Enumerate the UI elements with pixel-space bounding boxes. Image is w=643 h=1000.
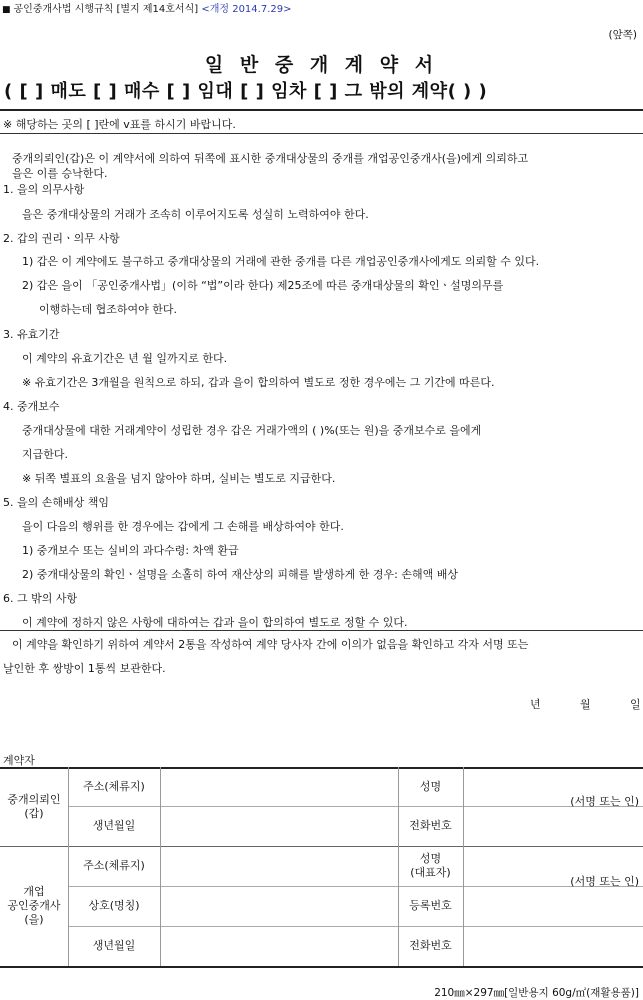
client-birth-label: 생년월일 xyxy=(92,819,136,833)
section-5-item-2: 2) 중개대상물의 확인ㆍ설명을 소홀히 하여 재산상의 피해를 발생하게 한 경우: 손해액 배상 xyxy=(22,568,458,581)
closing-line-2: 날인한 후 쌍방이 1통씩 보관한다. xyxy=(3,662,166,675)
client-name-label: 성명 xyxy=(419,779,442,793)
divider-closing xyxy=(0,630,643,631)
section-2-title: 2. 갑의 권리ㆍ의무 사항 xyxy=(3,232,120,245)
section-3-title: 3. 유효기간 xyxy=(3,328,60,341)
paper-spec-footer: 210㎜×297㎜[일반용지 60g/㎡(재활용품)] xyxy=(434,987,639,999)
section-2-item-2b: 이행하는데 협조하여야 한다. xyxy=(39,303,178,316)
section-5-body: 을이 다음의 행위를 한 경우에는 갑에게 그 손해를 배상하여야 한다. xyxy=(22,520,344,533)
law-reference: 공인중개사법 시행규칙 [별지 제14호서식] xyxy=(13,4,199,15)
section-3-body: 이 계약의 유효기간은 년 월 일까지로 한다. xyxy=(22,352,228,365)
client-label: 중개의뢰인 (갑) xyxy=(7,792,61,820)
section-4-title: 4. 중개보수 xyxy=(3,400,60,413)
revision-date: <개정 2014.7.29> xyxy=(201,4,292,15)
parties-heading: 계약자 xyxy=(3,754,35,767)
date-day: 일 xyxy=(630,698,641,711)
agent-sign-note: (서명 또는 인) xyxy=(570,875,639,888)
agent-registration-label: 등록번호 xyxy=(409,899,452,913)
agent-address-label: 주소(체류지) xyxy=(83,859,145,873)
page-side-note: (앞쪽) xyxy=(608,29,637,41)
section-2-item-2a: 2) 갑은 을이 「공인중개사법」(이하 “법”이라 한다) 제25조에 따른 중개대상물의 확인ㆍ설명의무를 xyxy=(22,279,504,292)
divider-instruction xyxy=(0,133,643,134)
intro-line-1: 중개의뢰인(갑)은 이 계약서에 의하여 뒤쪽에 표시한 중개대상물의 중개를 개업공인중개사(을)에게 의뢰하고 xyxy=(12,152,529,165)
section-6-title: 6. 그 밖의 사항 xyxy=(3,592,78,605)
instruction-text: ※ 해당하는 곳의 [ ]란에 v표를 하시기 바랍니다. xyxy=(3,118,236,131)
section-5-title: 5. 을의 손해배상 책임 xyxy=(3,496,109,509)
agent-birth-label: 생년월일 xyxy=(92,939,136,953)
section-4-body-1: 중개대상물에 대한 거래계약이 성립한 경우 갑은 거래가액의 ( )%(또는 원)을 중개보수로 을에게 xyxy=(22,424,482,437)
section-5-item-1: 1) 중개보수 또는 실비의 과다수령: 차액 환급 xyxy=(22,544,239,557)
contract-type-options: ( [ ] 매도 [ ] 매수 [ ] 임대 [ ] 임차 [ ] 그 밖의 계약( ) ) xyxy=(4,81,488,102)
section-2-item-1: 1) 갑은 이 계약에도 불구하고 중개대상물의 거래에 관한 중개를 다른 개업공인중개사에게도 의뢰할 수 있다. xyxy=(22,255,540,268)
intro-line-2: 을은 이를 승낙한다. xyxy=(12,167,108,180)
section-1-body: 을은 중개대상물의 거래가 조속히 이루어지도록 성실히 노력하여야 한다. xyxy=(22,208,369,221)
agent-phone-label: 전화번호 xyxy=(409,939,452,953)
date-year: 년 xyxy=(530,698,541,711)
column-divider xyxy=(463,767,464,966)
agent-name-label: 성명 (대표자) xyxy=(410,852,451,879)
closing-line-1: 이 계약을 확인하기 위하여 계약서 2통을 작성하여 계약 당사자 간에 이의가 없음을 확인하고 각자 서명 또는 xyxy=(12,638,529,651)
section-4-note: ※ 뒤쪽 별표의 요율을 넘지 않아야 하며, 실비는 별도로 지급한다. xyxy=(22,472,336,485)
agent-trade-name-label: 상호(명칭) xyxy=(88,899,140,913)
form-header xyxy=(2,0,291,15)
document-title: 일 반 중 개 계 약 서 xyxy=(204,54,439,76)
section-4-body-2: 지급한다. xyxy=(22,448,69,461)
section-6-body: 이 계약에 정하지 않은 사항에 대하여는 갑과 을이 합의하여 별도로 정할 수 있다. xyxy=(22,616,408,629)
client-phone-label: 전화번호 xyxy=(409,819,452,833)
date-month: 월 xyxy=(580,698,591,711)
table-bottom-border xyxy=(0,966,643,968)
agent-label: 개업 공인중개사 (을) xyxy=(7,885,61,926)
column-divider xyxy=(160,767,161,966)
divider-top xyxy=(0,109,643,111)
section-3-note: ※ 유효기간은 3개월을 원칙으로 하되, 갑과 을이 합의하여 별도로 정한 경우에는 그 기간에 따른다. xyxy=(22,376,495,389)
section-1-title: 1. 을의 의무사항 xyxy=(3,183,85,196)
client-address-label: 주소(체류지) xyxy=(83,779,145,793)
header-bullet: ■ xyxy=(2,5,11,15)
client-sign-note: (서명 또는 인) xyxy=(570,795,639,808)
